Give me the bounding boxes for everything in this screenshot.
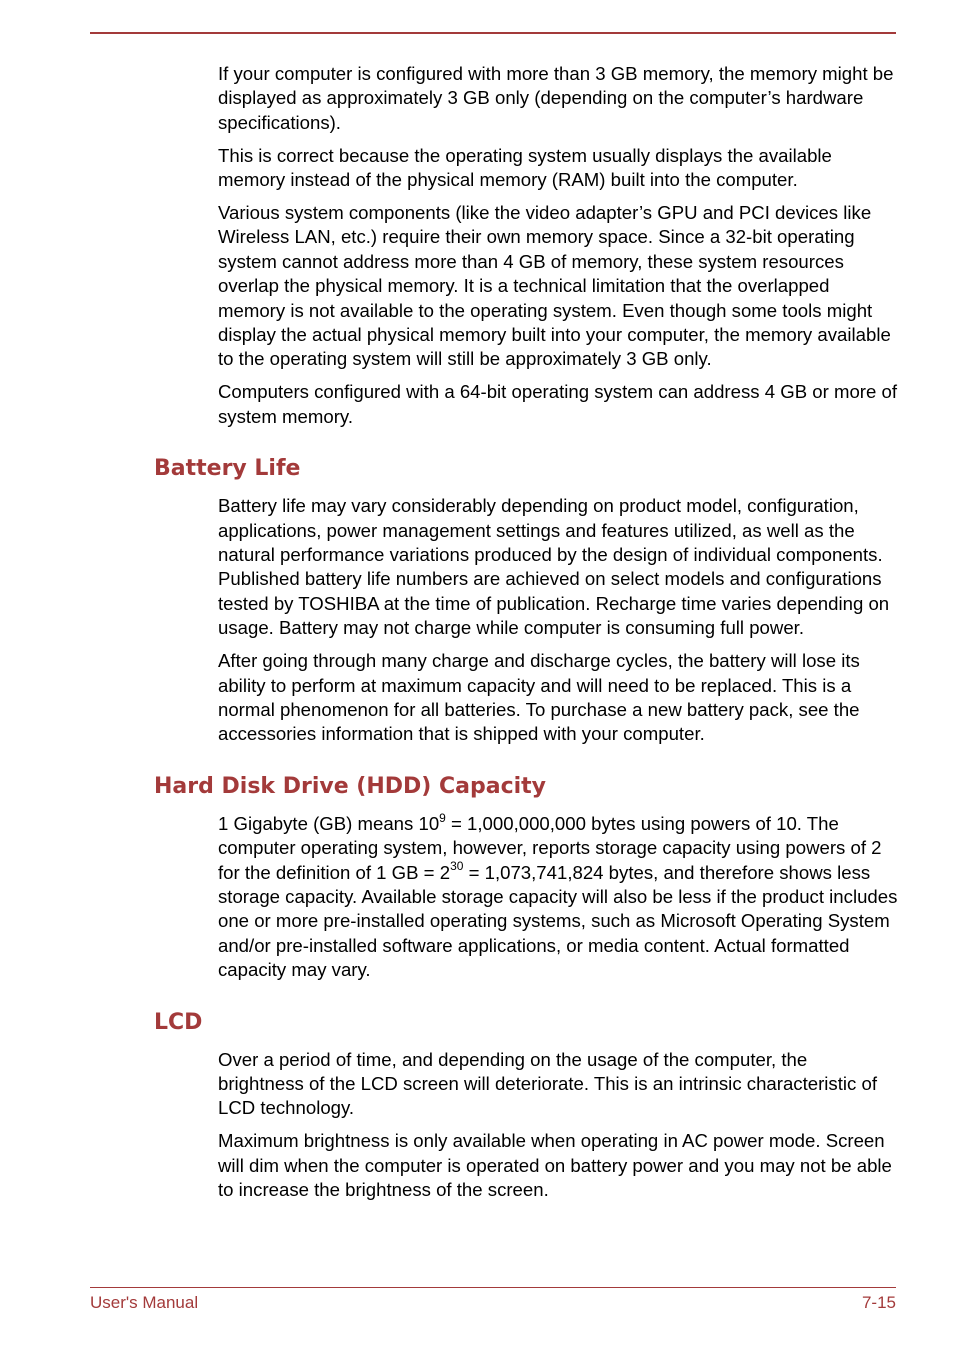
hdd-text-3: = 1,073,741,824 bytes, and therefore shows less storage capacity. Available storage capacity will also be less if the product includes one or more pre-installed operating systems, such as Microsoft Operating System and/or pre-installed software applications, or media content. Actual formatted capacity may vary.	[218, 861, 898, 981]
hdd-text-2: = 1,000,000,000 bytes using powers of 10. The computer operating system, however, reports storage capacity using powers of 2 for the definition of 1 GB = 2	[218, 812, 882, 883]
hdd-exponent-30: 30	[450, 859, 464, 874]
battery-life-heading: Battery Life	[154, 456, 301, 482]
footer-page-number: 7-15	[861, 1293, 896, 1312]
lcd-paragraph-1: Over a period of time, and depending on the usage of the computer, the brightness of the LCD screen will deteriorate. This is an intrinsic characteristic of LCD technology.	[218, 1048, 877, 1119]
battery-paragraph-2: After going through many charge and discharge cycles, the battery will lose its ability to perform at maximum capacity and will need to be replaced. This is a normal phenomenon for all batteries. To purchase a new battery pack, see the accessories information that is shipped with your computer.	[218, 650, 860, 745]
lcd-heading: LCD	[154, 1009, 203, 1035]
hdd-paragraph	[218, 812, 898, 983]
intro-paragraph-2: This is correct because the operating system usually displays the available memory instead of the physical memory (RAM) built into the computer.	[218, 144, 832, 191]
footer-rule	[90, 1287, 896, 1288]
hdd-exponent-9: 9	[439, 810, 446, 825]
battery-paragraph-1: Battery life may vary considerably depending on product model, configuration, applications, power management settings and features utilized, as well as the natural performance variations produced by the design of individual components. Published battery life numbers are achieved on select models and configurations tested by TOSHIBA at the time of publication. Recharge time varies depending on usage. Battery may not charge while computer is consuming full power.	[218, 495, 890, 639]
footer-manual-title: User's Manual	[90, 1293, 199, 1312]
hdd-text-1: 1 Gigabyte (GB) means 10	[218, 812, 440, 834]
intro-paragraph-3: Various system components (like the video adapter’s GPU and PCI devices like Wireless LAN, etc.) require their own memory space. Since a 32-bit operating system cannot address more than 4 GB of memory, these system resources overlap the physical memory. It is a technical limitation that the overlapped memory is not available to the operating system. Even though some tools might display the actual physical memory built into your computer, the memory available to the operating system will still be approximately 3 GB only.	[218, 202, 891, 370]
intro-paragraph-4: Computers configured with a 64-bit operating system can address 4 GB or more of system memory.	[218, 381, 897, 427]
header-rule	[90, 32, 896, 34]
intro-paragraph-1: If your computer is configured with more than 3 GB memory, the memory might be displayed as approximately 3 GB only (depending on the computer’s hardware specifications).	[218, 63, 894, 133]
page-content	[0, 62, 954, 1203]
lcd-paragraph-2: Maximum brightness is only available when operating in AC power mode. Screen will dim when the computer is operated on battery power and you may not be able to increase the brightness of the screen.	[218, 1130, 892, 1201]
hdd-capacity-heading: Hard Disk Drive (HDD) Capacity	[154, 773, 547, 799]
